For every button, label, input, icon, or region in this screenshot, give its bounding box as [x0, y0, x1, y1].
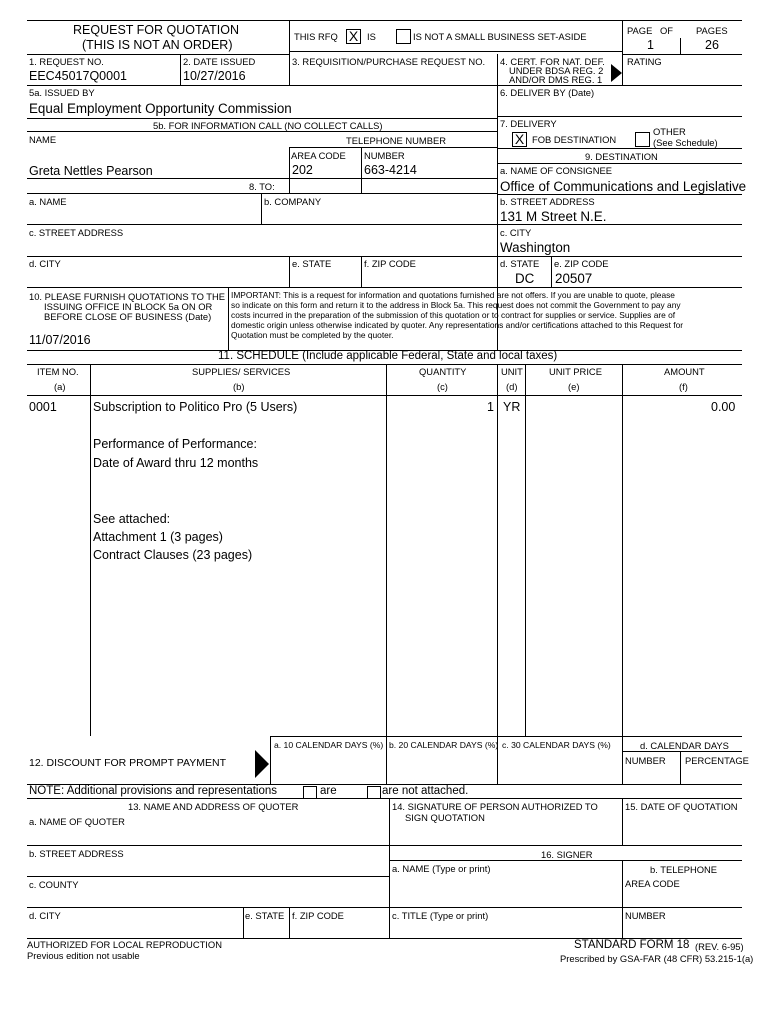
- signature-label-2: SIGN QUOTATION: [405, 812, 485, 823]
- number-label: NUMBER: [364, 150, 405, 161]
- note-text: NOTE: Additional provisions and representations: [29, 785, 278, 797]
- info-call-label: 5b. FOR INFORMATION CALL (NO COLLECT CALLS): [153, 120, 383, 131]
- other-label: OTHER: [653, 126, 686, 137]
- footer-authorized: AUTHORIZED FOR LOCAL REPRODUCTION: [27, 939, 222, 950]
- are-label: are: [320, 785, 337, 797]
- info-name-label: NAME: [29, 134, 57, 145]
- quoter-zip-label: f. ZIP CODE: [292, 910, 344, 921]
- date-issued-value[interactable]: 10/27/2016: [183, 69, 246, 83]
- dest-street-label: b. STREET ADDRESS: [500, 196, 595, 207]
- discount-days-label: d. CALENDAR DAYS: [640, 740, 729, 751]
- rating-label: RATING: [627, 56, 662, 67]
- cert-label-3: AND/OR DMS REG. 1: [509, 74, 603, 85]
- discount-20-label: b. 20 CALENDAR DAYS (%): [389, 740, 499, 750]
- is-checkbox[interactable]: X: [346, 29, 361, 44]
- fob-destination-label: FOB DESTINATION: [532, 134, 617, 145]
- col-quantity-header: QUANTITY: [419, 366, 467, 377]
- is-not-checkbox[interactable]: [396, 29, 411, 44]
- discount-percentage-label: PERCENTAGE: [685, 755, 749, 766]
- consignee-value[interactable]: Office of Communications and Legislative: [500, 179, 747, 194]
- signer-number-label: NUMBER: [625, 910, 666, 921]
- area-code-label: AREA CODE: [291, 150, 346, 161]
- to-state-label: e. STATE: [292, 258, 332, 269]
- are-not-label: are not attached.: [382, 785, 469, 797]
- line-item-unit[interactable]: YR: [503, 400, 521, 414]
- dest-city-label: c. CITY: [500, 227, 532, 238]
- line-item-description[interactable]: Subscription to Politico Pro (5 Users): [93, 400, 298, 414]
- schedule-note: Contract Clauses (23 pages): [93, 548, 253, 562]
- page-label: PAGE: [627, 25, 653, 36]
- dest-city-value[interactable]: Washington: [500, 240, 571, 255]
- col-unit-code: (d): [506, 381, 518, 392]
- to-street-label: c. STREET ADDRESS: [29, 227, 124, 238]
- discount-label: 12. DISCOUNT FOR PROMPT PAYMENT: [29, 757, 226, 769]
- cert-label-1: 4. CERT. FOR NAT. DEF.: [500, 56, 605, 67]
- other-checkbox[interactable]: [635, 132, 650, 147]
- quoter-name-label: a. NAME OF QUOTER: [29, 816, 125, 827]
- col-unit-header: UNIT: [501, 366, 523, 377]
- schedule-note: See attached:: [93, 512, 171, 526]
- is-label: IS: [367, 31, 376, 42]
- date-of-quotation-label: 15. DATE OF QUOTATION: [625, 801, 738, 812]
- arrow-right-icon: [255, 750, 269, 778]
- request-no-label: 1. REQUEST NO.: [29, 56, 104, 67]
- total-pages: 26: [705, 38, 719, 52]
- schedule-note: Performance of Performance:: [93, 437, 257, 451]
- discount-30-label: c. 30 CALENDAR DAYS (%): [502, 740, 611, 750]
- to-city-label: d. CITY: [29, 258, 61, 269]
- col-supplies-code: (b): [233, 381, 245, 392]
- to-label: 8. TO:: [249, 181, 275, 192]
- furnish-label-3: BEFORE CLOSE OF BUSINESS (Date): [44, 311, 212, 322]
- issued-by-label: 5a. ISSUED BY: [29, 87, 95, 98]
- dest-state-value[interactable]: DC: [515, 271, 535, 286]
- schedule-note: Date of Award thru 12 months: [93, 456, 259, 470]
- dest-zip-value[interactable]: 20507: [555, 271, 593, 286]
- form-number: STANDARD FORM 18: [574, 939, 690, 951]
- consignee-label: a. NAME OF CONSIGNEE: [500, 165, 612, 176]
- quotation-due-date[interactable]: 11/07/2016: [29, 333, 91, 347]
- pages-label: PAGES: [696, 25, 728, 36]
- important-line-4: domestic origin unless otherwise indicated by quoter. Any representations and/or certifications attached to this Request for: [231, 320, 684, 330]
- schedule-note: Attachment 1 (3 pages): [93, 530, 223, 544]
- line-item-quantity[interactable]: 1: [487, 400, 494, 414]
- form-subtitle: (THIS IS NOT AN ORDER): [82, 38, 233, 52]
- important-line-1: IMPORTANT: This is a request for information and quotations furnished are not offers. If you are unable to quote, please: [231, 290, 675, 300]
- col-item-code: (a): [54, 381, 66, 392]
- request-no-value[interactable]: EEC45017Q0001: [29, 69, 127, 83]
- issued-by-value[interactable]: Equal Employment Opportunity Commission: [29, 101, 292, 116]
- cert-label-2: UNDER BDSA REG. 2: [509, 65, 604, 76]
- contact-number[interactable]: 663-4214: [364, 163, 417, 177]
- form-prescribed: Prescribed by GSA-FAR (48 CFR) 53.215-1(a): [560, 953, 754, 964]
- col-unit-price-header: UNIT PRICE: [549, 366, 602, 377]
- arrow-right-icon: [611, 64, 622, 82]
- to-company-label: b. COMPANY: [264, 196, 322, 207]
- of-label: OF: [660, 25, 674, 36]
- form-title: REQUEST FOR QUOTATION: [73, 23, 239, 37]
- form-revision: (REV. 6-95): [695, 941, 744, 952]
- this-rfq-label: THIS RFQ: [294, 31, 338, 42]
- fob-destination-checkbox[interactable]: X: [512, 132, 527, 147]
- are-checkbox[interactable]: [303, 786, 317, 799]
- dest-state-label: d. STATE: [500, 258, 540, 269]
- quoter-label: 13. NAME AND ADDRESS OF QUOTER: [128, 801, 299, 812]
- delivery-label: 7. DELIVERY: [500, 118, 557, 129]
- quoter-street-label: b. STREET ADDRESS: [29, 848, 124, 859]
- col-supplies-header: SUPPLIES/ SERVICES: [192, 366, 291, 377]
- destination-label: 9. DESTINATION: [585, 151, 658, 162]
- see-schedule-label: (See Schedule): [653, 137, 718, 148]
- discount-10-label: a. 10 CALENDAR DAYS (%): [274, 740, 384, 750]
- telephone-label: TELEPHONE NUMBER: [346, 135, 447, 146]
- important-line-5: Quotation must be completed by the quoter.: [231, 330, 394, 340]
- signer-telephone-label: b. TELEPHONE: [650, 864, 718, 875]
- deliver-by-label: 6. DELIVER BY (Date): [500, 87, 595, 98]
- signer-title-label: c. TITLE (Type or print): [392, 910, 489, 921]
- signer-label: 16. SIGNER: [541, 849, 593, 860]
- signer-area-code-label: AREA CODE: [625, 878, 680, 889]
- col-amount-code: (f): [679, 381, 688, 392]
- dest-zip-label: e. ZIP CODE: [554, 258, 609, 269]
- signature-label-1: 14. SIGNATURE OF PERSON AUTHORIZED TO: [392, 801, 598, 812]
- is-not-label: IS NOT A SMALL BUSINESS SET-ASIDE: [413, 31, 587, 42]
- col-unit-price-code: (e): [568, 381, 580, 392]
- col-amount-header: AMOUNT: [664, 366, 705, 377]
- quoter-city-label: d. CITY: [29, 910, 61, 921]
- col-item-header: ITEM NO.: [37, 366, 79, 377]
- quoter-state-label: e. STATE: [245, 910, 285, 921]
- schedule-title: 11. SCHEDULE (Include applicable Federal, State and local taxes): [218, 350, 558, 362]
- to-name-label: a. NAME: [29, 196, 67, 207]
- signer-name-label: a. NAME (Type or print): [392, 863, 491, 874]
- line-item-number[interactable]: 0001: [29, 400, 57, 414]
- footer-previous-edition: Previous edition not usable: [27, 950, 140, 961]
- date-issued-label: 2. DATE ISSUED: [183, 56, 256, 67]
- important-line-3: costs incurred in the preparation of the submission of this quotation or to contract for supplies or service. Supplies are of: [231, 310, 676, 320]
- dest-street-value[interactable]: 131 M Street N.E.: [500, 209, 607, 224]
- furnish-label-1: 10. PLEASE FURNISH QUOTATIONS TO THE: [29, 291, 226, 302]
- requisition-label: 3. REQUISITION/PURCHASE REQUEST NO.: [292, 56, 486, 67]
- discount-number-label: NUMBER: [625, 755, 666, 766]
- are-not-checkbox[interactable]: [367, 786, 381, 799]
- contact-area-code[interactable]: 202: [292, 163, 313, 177]
- line-item-amount[interactable]: 0.00: [711, 400, 736, 414]
- page-number: 1: [647, 38, 654, 52]
- col-quantity-code: (c): [437, 381, 448, 392]
- contact-name[interactable]: Greta Nettles Pearson: [29, 164, 153, 178]
- quoter-county-label: c. COUNTY: [29, 879, 79, 890]
- important-line-2: so indicate on this form and return it to the address in Block 5a. This request does not commit the Government to pay any: [231, 300, 681, 310]
- to-zip-label: f. ZIP CODE: [364, 258, 416, 269]
- furnish-label-2: ISSUING OFFICE IN BLOCK 5a ON OR: [44, 301, 213, 312]
